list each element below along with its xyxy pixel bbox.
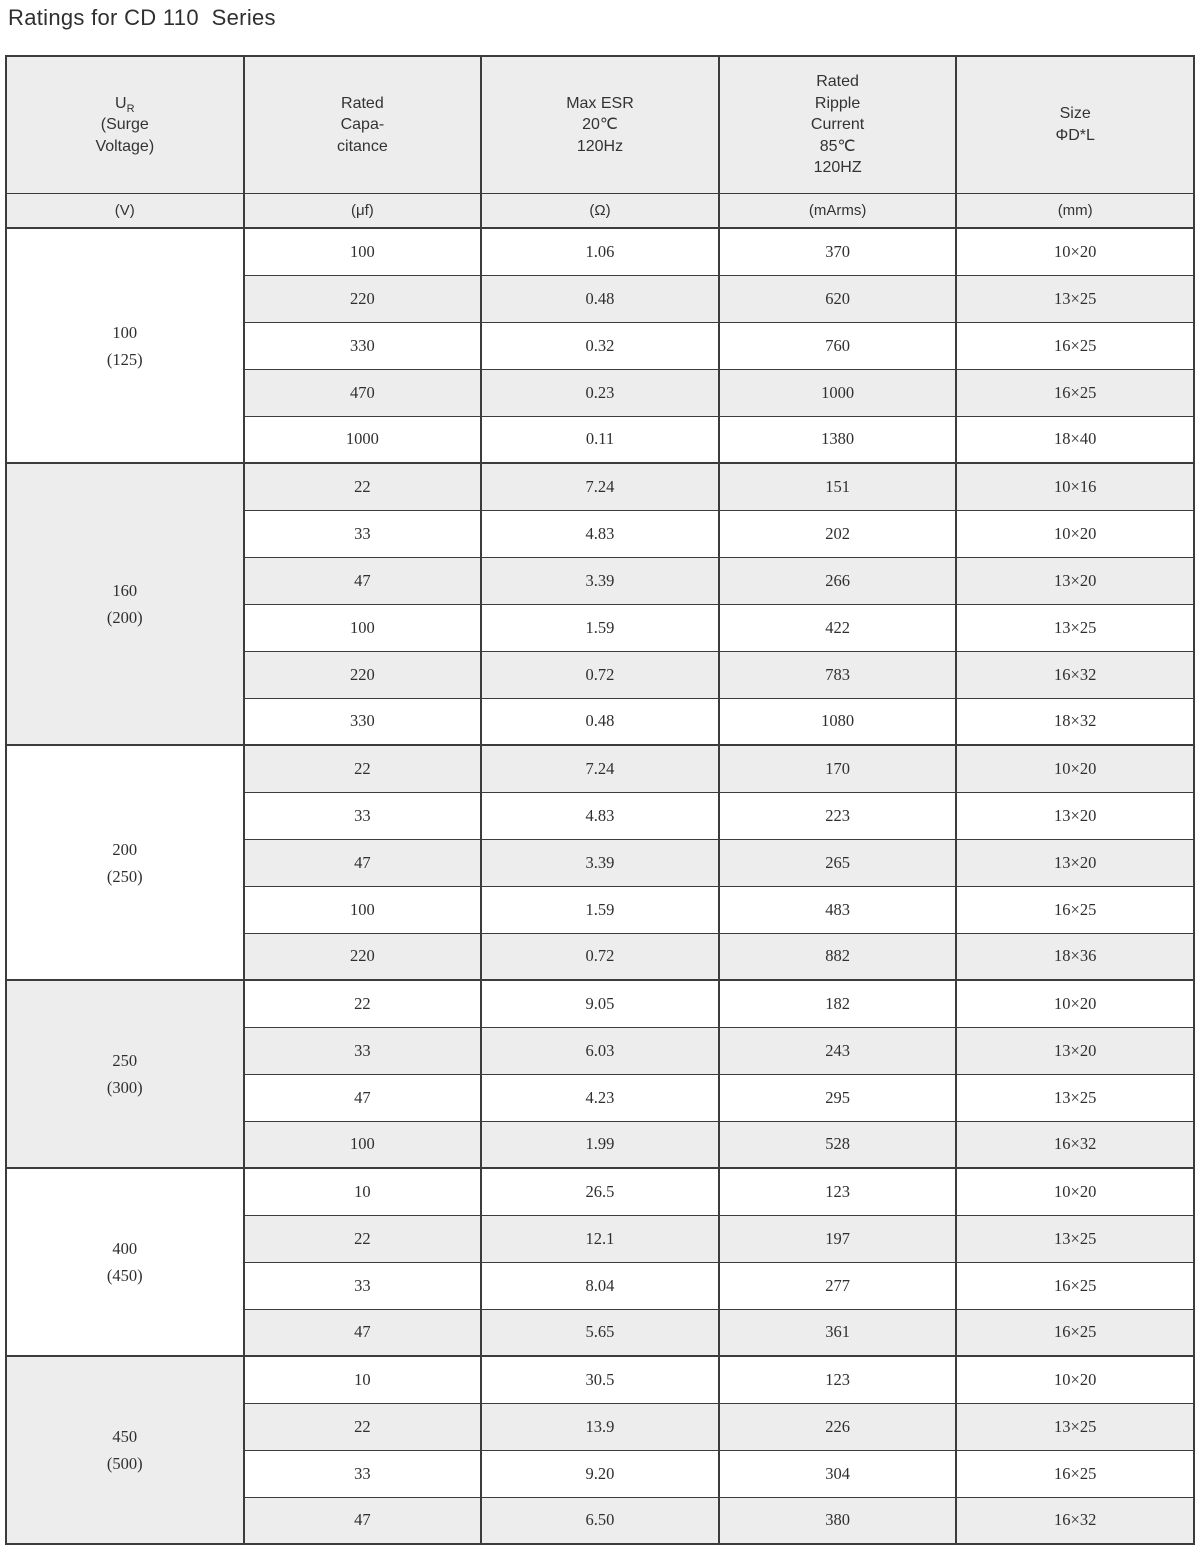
size-cell: 13×25	[956, 1403, 1194, 1450]
table-row	[6, 745, 1194, 792]
esr-cell: 12.1	[481, 1215, 719, 1262]
col-header-line: Voltage)	[95, 137, 155, 155]
capacitance-cell: 100	[244, 228, 482, 275]
voltage-group-cell	[6, 1356, 244, 1544]
size-cell: 18×36	[956, 933, 1194, 980]
ratings-table	[5, 55, 1195, 1545]
capacitance-cell: 22	[244, 745, 482, 792]
col-header-line: citance	[337, 137, 388, 155]
col-header-line: Capa-	[340, 116, 385, 133]
ripple-current-cell: 528	[719, 1121, 957, 1168]
col-header-line: Rated	[341, 94, 384, 112]
voltage-symbol: $U_R$	[115, 94, 135, 115]
esr-cell: 0.72	[481, 933, 719, 980]
col-header-capacitance	[244, 56, 482, 193]
ripple-current-cell: 760	[719, 322, 957, 369]
ripple-current-cell: 202	[719, 510, 957, 557]
ripple-current-cell: 266	[719, 557, 957, 604]
capacitance-cell: 47	[244, 1497, 482, 1544]
capacitance-cell: 33	[244, 1027, 482, 1074]
capacitance-cell: 47	[244, 839, 482, 886]
esr-cell: 0.32	[481, 322, 719, 369]
size-cell: 10×20	[956, 510, 1194, 557]
header-row	[6, 56, 1194, 193]
table-header	[6, 56, 1194, 228]
size-cell: 16×32	[956, 1121, 1194, 1168]
size-cell: 10×16	[956, 463, 1194, 510]
size-cell: 16×25	[956, 886, 1194, 933]
col-header-size	[956, 56, 1194, 193]
capacitance-cell: 330	[244, 698, 482, 745]
capacitance-cell: 22	[244, 463, 482, 510]
esr-cell: 6.03	[481, 1027, 719, 1074]
ripple-current-cell: 197	[719, 1215, 957, 1262]
unit-voltage: (V)	[6, 193, 244, 228]
capacitance-cell: 22	[244, 1215, 482, 1262]
capacitance-cell: 10	[244, 1168, 482, 1215]
esr-cell: 4.83	[481, 510, 719, 557]
capacitance-cell: 47	[244, 1074, 482, 1121]
col-header-ripple-current	[719, 56, 957, 193]
esr-cell: 5.65	[481, 1309, 719, 1356]
esr-cell: 1.59	[481, 604, 719, 651]
esr-cell: 8.04	[481, 1262, 719, 1309]
voltage-group-cell	[6, 980, 244, 1168]
size-cell: 13×20	[956, 1027, 1194, 1074]
voltage-value: 450	[112, 1427, 138, 1446]
esr-cell: 0.48	[481, 275, 719, 322]
surge-voltage-value: (300)	[106, 1078, 143, 1097]
col-header-line: Ripple	[814, 94, 861, 112]
capacitance-cell: 220	[244, 933, 482, 980]
size-cell: 10×20	[956, 980, 1194, 1027]
ripple-current-cell: 170	[719, 745, 957, 792]
ripple-current-cell: 265	[719, 839, 957, 886]
capacitance-cell: 470	[244, 369, 482, 416]
size-cell: 16×32	[956, 651, 1194, 698]
size-cell: 10×20	[956, 745, 1194, 792]
ripple-current-cell: 370	[719, 228, 957, 275]
size-cell: 16×25	[956, 1262, 1194, 1309]
esr-cell: 4.23	[481, 1074, 719, 1121]
ripple-current-cell: 182	[719, 980, 957, 1027]
esr-cell: 9.05	[481, 980, 719, 1027]
ripple-current-cell: 1000	[719, 369, 957, 416]
capacitance-cell: 22	[244, 1403, 482, 1450]
unit-esr: (Ω)	[481, 193, 719, 228]
voltage-value: 400	[112, 1239, 138, 1258]
size-cell: 16×25	[956, 369, 1194, 416]
size-cell: 10×20	[956, 1168, 1194, 1215]
ripple-current-cell: 483	[719, 886, 957, 933]
esr-cell: 7.24	[481, 463, 719, 510]
capacitance-cell: 47	[244, 1309, 482, 1356]
voltage-group-cell	[6, 1168, 244, 1356]
esr-cell: 1.06	[481, 228, 719, 275]
ripple-current-cell: 226	[719, 1403, 957, 1450]
unit-size: (mm)	[956, 193, 1194, 228]
surge-voltage-value: (200)	[106, 608, 143, 627]
capacitance-cell: 220	[244, 275, 482, 322]
table-row	[6, 1356, 1194, 1403]
esr-cell: 6.50	[481, 1497, 719, 1544]
size-cell: 13×25	[956, 1074, 1194, 1121]
ripple-current-cell: 223	[719, 792, 957, 839]
voltage-group-cell	[6, 745, 244, 980]
ripple-current-cell: 151	[719, 463, 957, 510]
surge-voltage-value: (500)	[106, 1454, 143, 1473]
size-cell: 18×40	[956, 416, 1194, 463]
size-cell: 13×25	[956, 604, 1194, 651]
ripple-current-cell: 361	[719, 1309, 957, 1356]
voltage-value: 100	[112, 322, 138, 342]
size-cell: 13×25	[956, 275, 1194, 322]
esr-cell: 3.39	[481, 557, 719, 604]
ripple-current-cell: 304	[719, 1450, 957, 1497]
ripple-current-cell: 380	[719, 1497, 957, 1544]
capacitance-cell: 33	[244, 510, 482, 557]
col-header-line: 120Hz	[576, 137, 624, 155]
unit-capacitance: (μf)	[244, 193, 482, 228]
col-header-max-esr	[481, 56, 719, 193]
size-cell: 18×32	[956, 698, 1194, 745]
col-header-line: 20℃	[582, 116, 618, 133]
esr-cell: 0.48	[481, 698, 719, 745]
capacitance-cell: 10	[244, 1356, 482, 1403]
ripple-current-cell: 783	[719, 651, 957, 698]
capacitance-cell: 100	[244, 604, 482, 651]
capacitance-cell: 100	[244, 1121, 482, 1168]
esr-cell: 30.5	[481, 1356, 719, 1403]
size-cell: 16×25	[956, 1450, 1194, 1497]
ripple-current-cell: 295	[719, 1074, 957, 1121]
ripple-current-cell: 123	[719, 1356, 957, 1403]
ripple-current-cell: 620	[719, 275, 957, 322]
capacitance-cell: 22	[244, 980, 482, 1027]
table-row	[6, 463, 1194, 510]
col-header-line: ΦD*L	[1055, 126, 1095, 144]
esr-cell: 3.39	[481, 839, 719, 886]
table-row	[6, 228, 1194, 275]
ripple-current-cell: 422	[719, 604, 957, 651]
size-cell: 13×20	[956, 792, 1194, 839]
esr-cell: 0.23	[481, 369, 719, 416]
ripple-current-cell: 1380	[719, 416, 957, 463]
esr-cell: 0.72	[481, 651, 719, 698]
col-header-line: Max ESR	[566, 94, 634, 112]
col-header-line: 85℃	[819, 137, 856, 155]
surge-voltage-value: (450)	[106, 1266, 143, 1285]
ripple-current-cell: 123	[719, 1168, 957, 1215]
col-header-surge-voltage	[6, 56, 244, 193]
capacitance-cell: 33	[244, 1262, 482, 1309]
size-cell: 13×20	[956, 557, 1194, 604]
size-cell: 13×25	[956, 1215, 1194, 1262]
esr-cell: 13.9	[481, 1403, 719, 1450]
table-row	[6, 980, 1194, 1027]
col-header-line: Rated	[816, 73, 859, 90]
capacitance-cell: 100	[244, 886, 482, 933]
ripple-current-cell: 1080	[719, 698, 957, 745]
col-header-line: Current	[810, 116, 865, 133]
col-header-line: (Surge	[100, 116, 149, 133]
unit-row	[6, 193, 1194, 228]
size-cell: 16×25	[956, 322, 1194, 369]
size-cell: 13×20	[956, 839, 1194, 886]
col-header-line: 120HZ	[813, 159, 862, 176]
surge-voltage-value: (250)	[106, 866, 143, 886]
voltage-value: 200	[112, 839, 138, 859]
table-row	[6, 1168, 1194, 1215]
size-cell: 10×20	[956, 1356, 1194, 1403]
table-body	[6, 228, 1194, 1544]
voltage-group-cell	[6, 228, 244, 463]
capacitance-cell: 33	[244, 792, 482, 839]
capacitance-cell: 330	[244, 322, 482, 369]
esr-cell: 0.11	[481, 416, 719, 463]
capacitance-cell: 1000	[244, 416, 482, 463]
voltage-value: 160	[112, 581, 138, 600]
capacitance-cell: 47	[244, 557, 482, 604]
page-title: Ratings for CD 110 Series	[8, 5, 276, 30]
esr-cell: 26.5	[481, 1168, 719, 1215]
esr-cell: 9.20	[481, 1450, 719, 1497]
ripple-current-cell: 277	[719, 1262, 957, 1309]
col-header-line: Size	[1059, 105, 1091, 123]
page	[0, 5, 1200, 1545]
voltage-group-cell	[6, 463, 244, 745]
esr-cell: 1.59	[481, 886, 719, 933]
esr-cell: 1.99	[481, 1121, 719, 1168]
ripple-current-cell: 882	[719, 933, 957, 980]
esr-cell: 7.24	[481, 745, 719, 792]
esr-cell: 4.83	[481, 792, 719, 839]
voltage-value: 250	[112, 1051, 138, 1070]
size-cell: 10×20	[956, 228, 1194, 275]
capacitance-cell: 220	[244, 651, 482, 698]
ripple-current-cell: 243	[719, 1027, 957, 1074]
surge-voltage-value: (125)	[106, 349, 143, 369]
size-cell: 16×32	[956, 1497, 1194, 1544]
size-cell: 16×25	[956, 1309, 1194, 1356]
capacitance-cell: 33	[244, 1450, 482, 1497]
unit-ripple: (mArms)	[719, 193, 957, 228]
